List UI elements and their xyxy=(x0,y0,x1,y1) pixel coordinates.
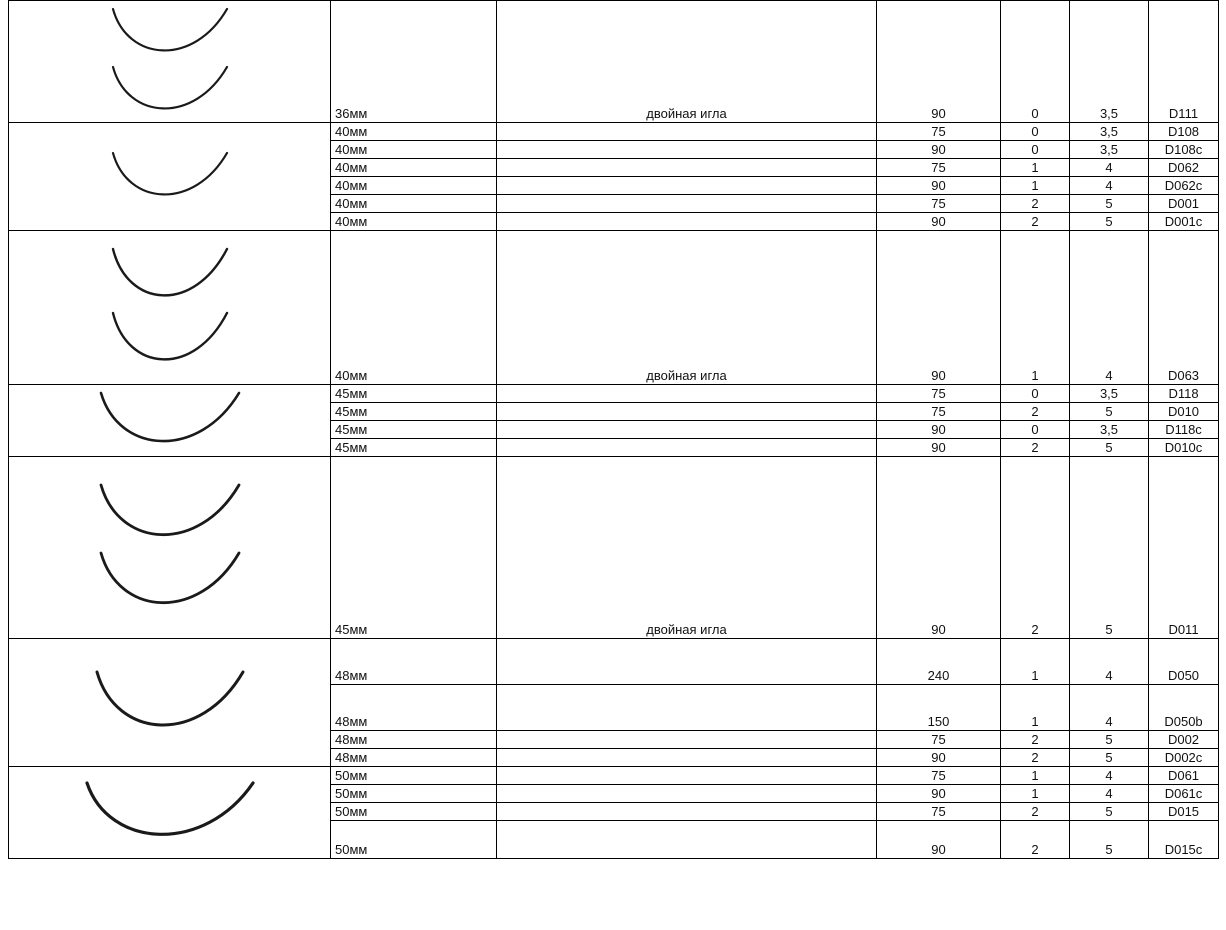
metric-size-cell: 4 xyxy=(1070,177,1149,195)
needle-note-cell xyxy=(497,123,877,141)
thread-length-cell: 75 xyxy=(877,767,1001,785)
metric-size-cell: 5 xyxy=(1070,403,1149,421)
needle-image-cell xyxy=(9,639,331,767)
product-code-cell: D108 xyxy=(1149,123,1219,141)
needle-image-cell xyxy=(9,457,331,639)
metric-size-cell: 4 xyxy=(1070,231,1149,385)
thread-length-cell: 90 xyxy=(877,785,1001,803)
needle-size-cell: 45мм xyxy=(331,385,497,403)
usp-size-cell: 1 xyxy=(1001,685,1070,731)
table-row xyxy=(9,639,1219,685)
thread-length-cell: 150 xyxy=(877,685,1001,731)
curved-needle-icon xyxy=(95,670,245,736)
metric-size-cell: 5 xyxy=(1070,821,1149,859)
usp-size-cell: 1 xyxy=(1001,159,1070,177)
table-row xyxy=(9,767,1219,785)
thread-length-cell: 90 xyxy=(877,213,1001,231)
needle-size-cell: 48мм xyxy=(331,731,497,749)
needle-note-cell xyxy=(497,213,877,231)
table-row xyxy=(9,457,1219,639)
usp-size-cell: 1 xyxy=(1001,767,1070,785)
thread-length-cell: 90 xyxy=(877,421,1001,439)
double-curved-needle-icon xyxy=(99,551,241,613)
needle-size-cell: 40мм xyxy=(331,141,497,159)
double-curved-needle-icon xyxy=(111,65,229,117)
usp-size-cell: 1 xyxy=(1001,639,1070,685)
product-code-cell: D001c xyxy=(1149,213,1219,231)
usp-size-cell: 2 xyxy=(1001,749,1070,767)
metric-size-cell: 3,5 xyxy=(1070,1,1149,123)
needle-size-cell: 40мм xyxy=(331,159,497,177)
needle-note-cell xyxy=(497,385,877,403)
usp-size-cell: 1 xyxy=(1001,785,1070,803)
product-code-cell: D118c xyxy=(1149,421,1219,439)
metric-size-cell: 4 xyxy=(1070,159,1149,177)
metric-size-cell: 4 xyxy=(1070,685,1149,731)
needle-note-cell: двойная игла xyxy=(497,457,877,639)
needle-size-cell: 40мм xyxy=(331,177,497,195)
product-code-cell: D061c xyxy=(1149,785,1219,803)
usp-size-cell: 2 xyxy=(1001,195,1070,213)
needle-size-cell: 50мм xyxy=(331,767,497,785)
product-code-cell: D111 xyxy=(1149,1,1219,123)
thread-length-cell: 75 xyxy=(877,803,1001,821)
thread-length-cell: 75 xyxy=(877,731,1001,749)
table-row xyxy=(9,123,1219,141)
needle-image-cell xyxy=(9,385,331,457)
product-code-cell: D050 xyxy=(1149,639,1219,685)
usp-size-cell: 1 xyxy=(1001,231,1070,385)
double-curved-needle-icon xyxy=(111,311,229,369)
product-code-cell: D015c xyxy=(1149,821,1219,859)
product-code-cell: D062 xyxy=(1149,159,1219,177)
table-row xyxy=(9,231,1219,385)
needle-size-cell: 48мм xyxy=(331,685,497,731)
metric-size-cell: 5 xyxy=(1070,457,1149,639)
thread-length-cell: 75 xyxy=(877,195,1001,213)
needle-note-cell xyxy=(497,821,877,859)
needle-size-cell: 45мм xyxy=(331,457,497,639)
metric-size-cell: 3,5 xyxy=(1070,385,1149,403)
product-code-cell: D002 xyxy=(1149,731,1219,749)
spec-table-body xyxy=(9,1,1219,859)
product-code-cell: D061 xyxy=(1149,767,1219,785)
needle-spec-table xyxy=(8,0,1219,859)
usp-size-cell: 2 xyxy=(1001,457,1070,639)
thread-length-cell: 90 xyxy=(877,439,1001,457)
usp-size-cell: 2 xyxy=(1001,439,1070,457)
needle-note-cell xyxy=(497,177,877,195)
product-code-cell: D118 xyxy=(1149,385,1219,403)
needle-note-cell xyxy=(497,141,877,159)
product-code-cell: D001 xyxy=(1149,195,1219,213)
double-curved-needle-icon xyxy=(99,483,241,545)
needle-note-cell xyxy=(497,421,877,439)
needle-note-cell xyxy=(497,731,877,749)
needle-image-cell xyxy=(9,123,331,231)
thread-length-cell: 75 xyxy=(877,385,1001,403)
metric-size-cell: 5 xyxy=(1070,213,1149,231)
metric-size-cell: 4 xyxy=(1070,767,1149,785)
thread-length-cell: 75 xyxy=(877,403,1001,421)
needle-size-cell: 40мм xyxy=(331,195,497,213)
needle-size-cell: 48мм xyxy=(331,639,497,685)
needle-size-cell: 50мм xyxy=(331,821,497,859)
needle-note-cell: двойная игла xyxy=(497,1,877,123)
thread-length-cell: 90 xyxy=(877,231,1001,385)
table-row xyxy=(9,1,1219,123)
thread-length-cell: 90 xyxy=(877,821,1001,859)
usp-size-cell: 2 xyxy=(1001,213,1070,231)
curved-needle-icon xyxy=(111,151,229,203)
needle-size-cell: 50мм xyxy=(331,803,497,821)
needle-size-cell: 40мм xyxy=(331,123,497,141)
double-curved-needle-icon xyxy=(111,247,229,305)
curved-needle-icon xyxy=(85,781,255,845)
metric-size-cell: 5 xyxy=(1070,749,1149,767)
double-curved-needle-icon xyxy=(111,7,229,59)
needle-size-cell: 45мм xyxy=(331,421,497,439)
metric-size-cell: 5 xyxy=(1070,731,1149,749)
needle-image-cell xyxy=(9,1,331,123)
curved-needle-icon xyxy=(99,391,241,451)
needle-note-cell: двойная игла xyxy=(497,231,877,385)
needle-image-cell xyxy=(9,767,331,859)
product-code-cell: D015 xyxy=(1149,803,1219,821)
product-code-cell: D063 xyxy=(1149,231,1219,385)
usp-size-cell: 2 xyxy=(1001,403,1070,421)
needle-note-cell xyxy=(497,439,877,457)
product-code-cell: D002c xyxy=(1149,749,1219,767)
thread-length-cell: 240 xyxy=(877,639,1001,685)
metric-size-cell: 3,5 xyxy=(1070,141,1149,159)
needle-note-cell xyxy=(497,767,877,785)
metric-size-cell: 3,5 xyxy=(1070,123,1149,141)
product-code-cell: D062c xyxy=(1149,177,1219,195)
metric-size-cell: 5 xyxy=(1070,195,1149,213)
usp-size-cell: 0 xyxy=(1001,141,1070,159)
needle-note-cell xyxy=(497,403,877,421)
needle-size-cell: 45мм xyxy=(331,403,497,421)
needle-note-cell xyxy=(497,803,877,821)
product-code-cell: D108c xyxy=(1149,141,1219,159)
usp-size-cell: 0 xyxy=(1001,123,1070,141)
needle-size-cell: 40мм xyxy=(331,213,497,231)
needle-image-cell xyxy=(9,231,331,385)
usp-size-cell: 2 xyxy=(1001,731,1070,749)
usp-size-cell: 2 xyxy=(1001,821,1070,859)
product-code-cell: D011 xyxy=(1149,457,1219,639)
usp-size-cell: 1 xyxy=(1001,177,1070,195)
usp-size-cell: 0 xyxy=(1001,1,1070,123)
needle-size-cell: 45мм xyxy=(331,439,497,457)
usp-size-cell: 2 xyxy=(1001,803,1070,821)
needle-size-cell: 40мм xyxy=(331,231,497,385)
metric-size-cell: 3,5 xyxy=(1070,421,1149,439)
needle-note-cell xyxy=(497,749,877,767)
needle-note-cell xyxy=(497,159,877,177)
needle-size-cell: 36мм xyxy=(331,1,497,123)
metric-size-cell: 4 xyxy=(1070,785,1149,803)
thread-length-cell: 75 xyxy=(877,123,1001,141)
product-code-cell: D010c xyxy=(1149,439,1219,457)
needle-size-cell: 48мм xyxy=(331,749,497,767)
metric-size-cell: 5 xyxy=(1070,803,1149,821)
thread-length-cell: 90 xyxy=(877,177,1001,195)
table-row xyxy=(9,385,1219,403)
needle-note-cell xyxy=(497,195,877,213)
metric-size-cell: 5 xyxy=(1070,439,1149,457)
needle-note-cell xyxy=(497,639,877,685)
product-code-cell: D050b xyxy=(1149,685,1219,731)
product-code-cell: D010 xyxy=(1149,403,1219,421)
thread-length-cell: 90 xyxy=(877,457,1001,639)
usp-size-cell: 0 xyxy=(1001,385,1070,403)
thread-length-cell: 90 xyxy=(877,141,1001,159)
thread-length-cell: 90 xyxy=(877,1,1001,123)
usp-size-cell: 0 xyxy=(1001,421,1070,439)
needle-note-cell xyxy=(497,685,877,731)
thread-length-cell: 75 xyxy=(877,159,1001,177)
needle-note-cell xyxy=(497,785,877,803)
thread-length-cell: 90 xyxy=(877,749,1001,767)
needle-size-cell: 50мм xyxy=(331,785,497,803)
metric-size-cell: 4 xyxy=(1070,639,1149,685)
